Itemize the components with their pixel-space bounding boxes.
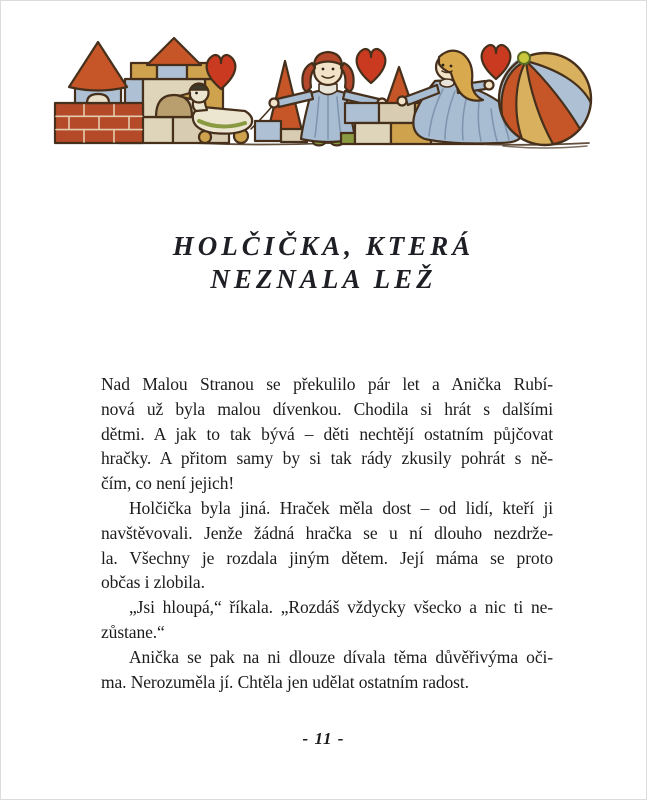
page-number: - 11 - [302, 729, 345, 748]
text-line: Holčička byla jiná. Hraček měla dost – od lidí, kteří ji [129, 497, 553, 518]
text-line: ma. Nerozuměla jí. Chtěla jen udělat ostatním radost. [101, 671, 469, 692]
chapter-title-line2: NEZNALA LEŽ [210, 264, 437, 294]
paragraph-2 [101, 496, 553, 595]
text-line: hračky. A přitom samy by si tak rády zkusily pohrát s ně- [101, 448, 553, 469]
text-line: občas i zlobila. [101, 572, 205, 593]
text-line: zůstane.“ [101, 621, 165, 642]
text-line: la. Všechny je rozdala jiným dětem. Její máma se proto [101, 547, 553, 568]
chapter-title [1, 230, 646, 296]
paragraph-1 [101, 372, 553, 496]
paragraph-3 [101, 595, 553, 645]
text-line: nová už byla malou dívenkou. Chodila si hrát s dalšími [101, 398, 553, 419]
text-line: Anička se pak na ni dlouze dívala těma důvěřivýma oči- [129, 646, 553, 667]
story-text [101, 372, 553, 694]
heart-icon [357, 49, 386, 83]
paragraph-4 [101, 645, 553, 695]
text-line: čím, co není jejich! [101, 473, 235, 494]
text-line: Nad Malou Stranou se překulilo pár let a Anička Rubí- [101, 374, 553, 394]
text-line: „Jsi hloupá,“ říkala. „Rozdáš vždycky všecko a nic ti ne- [129, 597, 553, 618]
text-line: navštěvovali. Jenže žádná hračka se u ní dlouho nezdrže- [101, 522, 553, 543]
chapter-title-line1: HOLČIČKA, KTERÁ [172, 231, 475, 261]
header-illustration [53, 37, 593, 153]
text-line: dětmi. A jak to tak bývá – děti nechtějí ostatním půjčovat [101, 423, 553, 444]
